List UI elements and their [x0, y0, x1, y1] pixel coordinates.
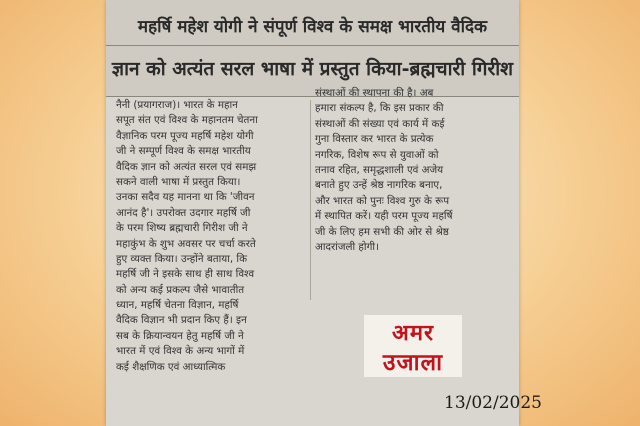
- article-text-line: उनका सदैव यह मानना था कि 'जीवन: [116, 191, 255, 204]
- article-text-line: महाकुंभ के शुभ अवसर पर चर्चा करते: [116, 237, 256, 250]
- article-text-line: महर्षि जी ने इसके साथ ही साथ विश्व: [116, 268, 255, 281]
- article-text-line: वैज्ञानिक परम पूज्य महर्षि महेश योगी: [116, 129, 254, 142]
- column-divider: [310, 100, 311, 300]
- article-text-line: सकने वाली भाषा में प्रस्तुत किया।: [116, 175, 241, 188]
- article-text-line: को अन्य कई प्रकल्प जैसे भावातीत: [116, 283, 245, 296]
- logo-text-line-2: उजाला: [382, 349, 444, 376]
- article-text-line: हुए व्यक्त किया। उन्होंने बताया, कि: [116, 252, 247, 265]
- article-text-line: आनंद है'। उपरोक्त उदगार महर्षि जी: [116, 206, 251, 219]
- headline-line-1: महर्षि महेश योगी ने संपूर्ण विश्व के समक्ष भारतीय वैदिक: [137, 17, 488, 37]
- article-text-line: के परम शिष्य ब्रह्मचारी गिरीश जी ने: [116, 222, 248, 235]
- article-left-column: [116, 98, 316, 375]
- headline-line-2: ज्ञान को अत्यंत सरल भाषा में प्रस्तुत किया-ब्रह्मचारी गिरीश: [111, 58, 514, 80]
- article-text-line: में स्थापित करें। यही परम पूज्य महर्षि: [315, 210, 453, 223]
- article-text-line: नैनी (प्रयागराज)। भारत के महान: [116, 99, 238, 111]
- article-text-line: तनाव रहित, समृद्धशाली एवं अजेय: [315, 163, 444, 176]
- article-text-line: सपूत संत एवं विश्व के महानतम चेतना: [116, 114, 258, 127]
- article-text-line: भारत में एवं विश्व के अन्य भागों में: [116, 345, 245, 358]
- article-text-line: नगरिक, विशेष रूप से युवाओं को: [315, 148, 439, 161]
- publication-date: 13/02/2025: [444, 393, 542, 413]
- article-text-line: और भारत को पुनः विश्व गुरु के रूप: [315, 194, 450, 207]
- newspaper-clipping: [106, 0, 542, 426]
- headline-box: [106, 0, 519, 96]
- article-text-line: गुना विस्तार कर भारत के प्रत्येक: [315, 133, 434, 146]
- article-text-line: आदरांजली होगी।: [315, 240, 379, 253]
- article-text-line: वैदिक ज्ञान को अत्यंत सरल एवं समझ: [116, 160, 257, 173]
- article-text-line: हमारा संकल्प है, कि इस प्रकार की: [315, 102, 444, 115]
- article-text-line: संस्थाओं की संख्या एवं कार्य में कई: [315, 117, 445, 130]
- article-text-line: कई शैक्षणिक एवं आध्यात्मिक: [116, 360, 226, 373]
- amar-ujala-logo: [364, 315, 462, 377]
- headline-divider: [106, 45, 519, 46]
- article-text-line: जी ने सम्पूर्ण विश्व के समक्ष भारतीय: [116, 145, 251, 158]
- logo-text-line-1: अमर: [392, 320, 434, 346]
- article-text-line: जी के लिए हम सभी की ओर से श्रेष्ठ: [315, 225, 449, 238]
- article-right-column: [315, 86, 517, 255]
- article-text-line: बनाते हुए उन्हें श्रेष्ठ नागरिक बनाए,: [315, 179, 443, 192]
- article-text-line: संस्थाओं की स्थापना की है। अब: [315, 87, 434, 99]
- article-text-line: ध्यान, महर्षि चेतना विज्ञान, महर्षि: [116, 299, 239, 312]
- article-text-line: वैदिक विज्ञान भी प्रदान किए हैं। इन: [116, 314, 247, 327]
- article-text-line: सब के क्रियान्वयन हेतु महर्षि जी ने: [116, 329, 244, 342]
